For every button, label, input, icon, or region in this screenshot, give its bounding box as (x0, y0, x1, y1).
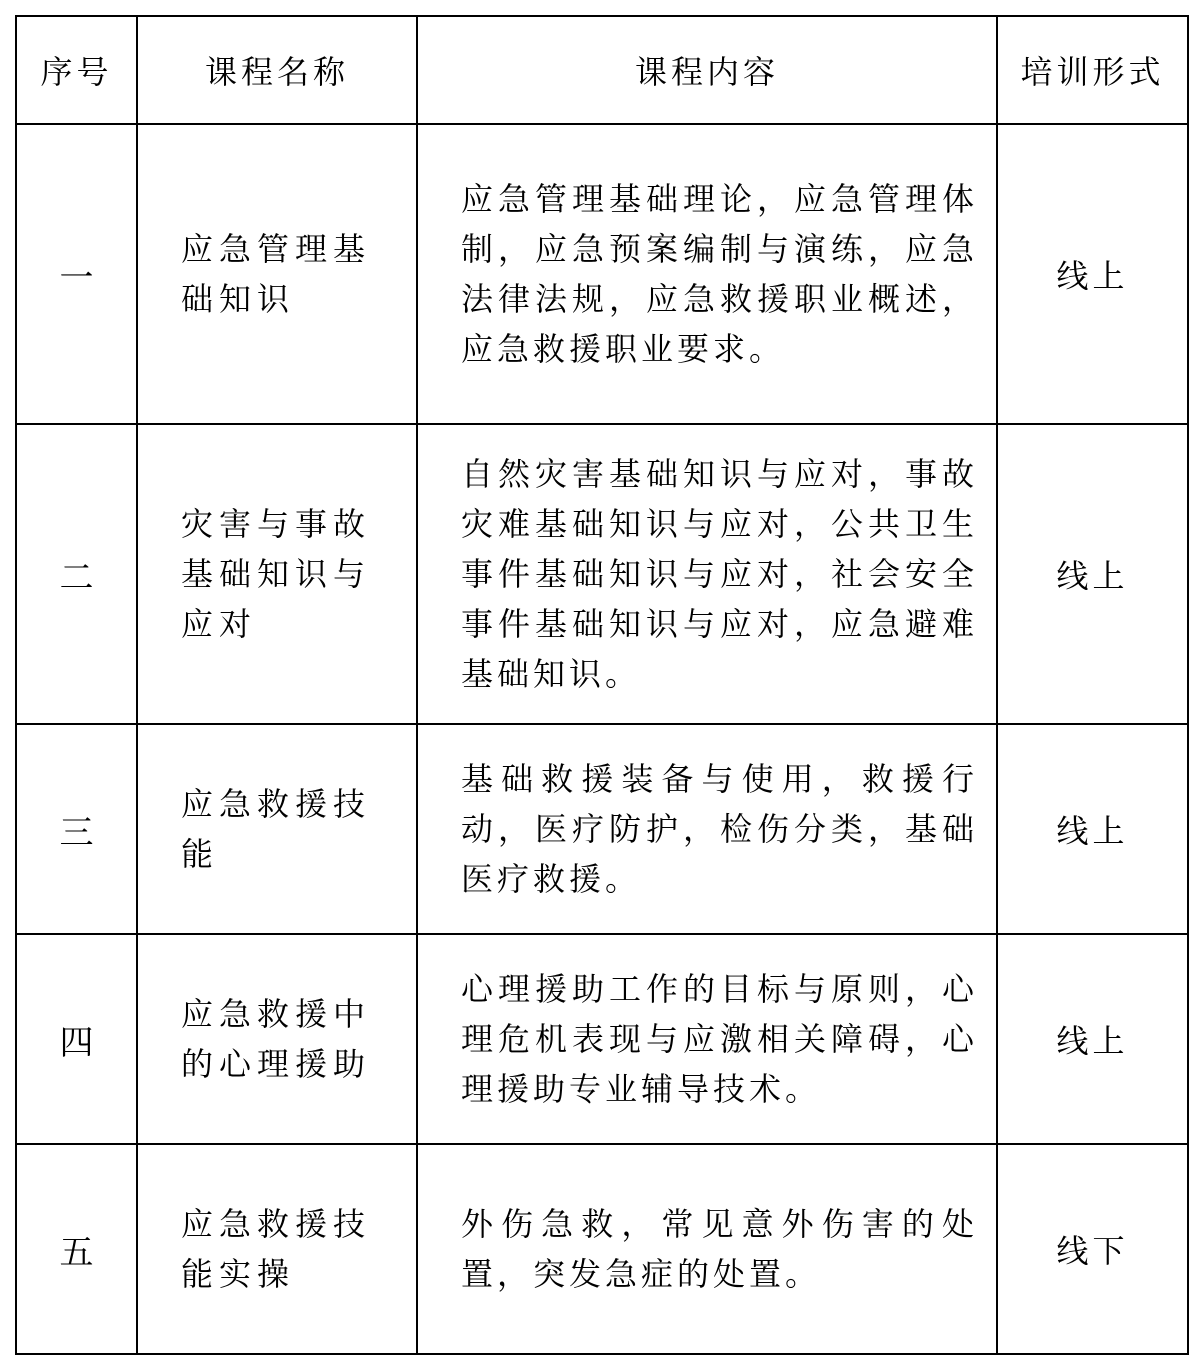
table-row (16, 1144, 1188, 1354)
row-number: 一 (16, 124, 137, 424)
row-number: 五 (16, 1144, 137, 1354)
table-row (16, 124, 1188, 424)
table-row (16, 934, 1188, 1144)
course-name: 灾害与事故基础知识与应对 (137, 424, 417, 724)
course-name: 应急救援技能 (137, 724, 417, 934)
table-row (16, 724, 1188, 934)
header-row (16, 16, 1188, 124)
course-table (15, 15, 1189, 1355)
table-row (16, 424, 1188, 724)
course-content: 外伤急救，常见意外伤害的处置，突发急症的处置。 (417, 1144, 997, 1354)
row-number: 四 (16, 934, 137, 1144)
course-content: 基础救援装备与使用，救援行动，医疗防护，检伤分类，基础医疗救援。 (417, 724, 997, 934)
training-form: 线下 (997, 1144, 1188, 1354)
row-number: 二 (16, 424, 137, 724)
header-form: 培训形式 (997, 16, 1188, 124)
training-form: 线上 (997, 934, 1188, 1144)
course-name: 应急救援技能实操 (137, 1144, 417, 1354)
header-number: 序号 (16, 16, 137, 124)
course-name: 应急管理基础知识 (137, 124, 417, 424)
course-name: 应急救援中的心理援助 (137, 934, 417, 1144)
training-form: 线上 (997, 724, 1188, 934)
course-content: 心理援助工作的目标与原则，心理危机表现与应激相关障碍，心理援助专业辅导技术。 (417, 934, 997, 1144)
header-content: 课程内容 (417, 16, 997, 124)
course-content: 应急管理基础理论，应急管理体制，应急预案编制与演练，应急法律法规，应急救援职业概述，应急救援职业要求。 (417, 124, 997, 424)
course-content: 自然灾害基础知识与应对，事故灾难基础知识与应对，公共卫生事件基础知识与应对，社会安全事件基础知识与应对，应急避难基础知识。 (417, 424, 997, 724)
training-form: 线上 (997, 124, 1188, 424)
row-number: 三 (16, 724, 137, 934)
header-name: 课程名称 (137, 16, 417, 124)
training-form: 线上 (997, 424, 1188, 724)
